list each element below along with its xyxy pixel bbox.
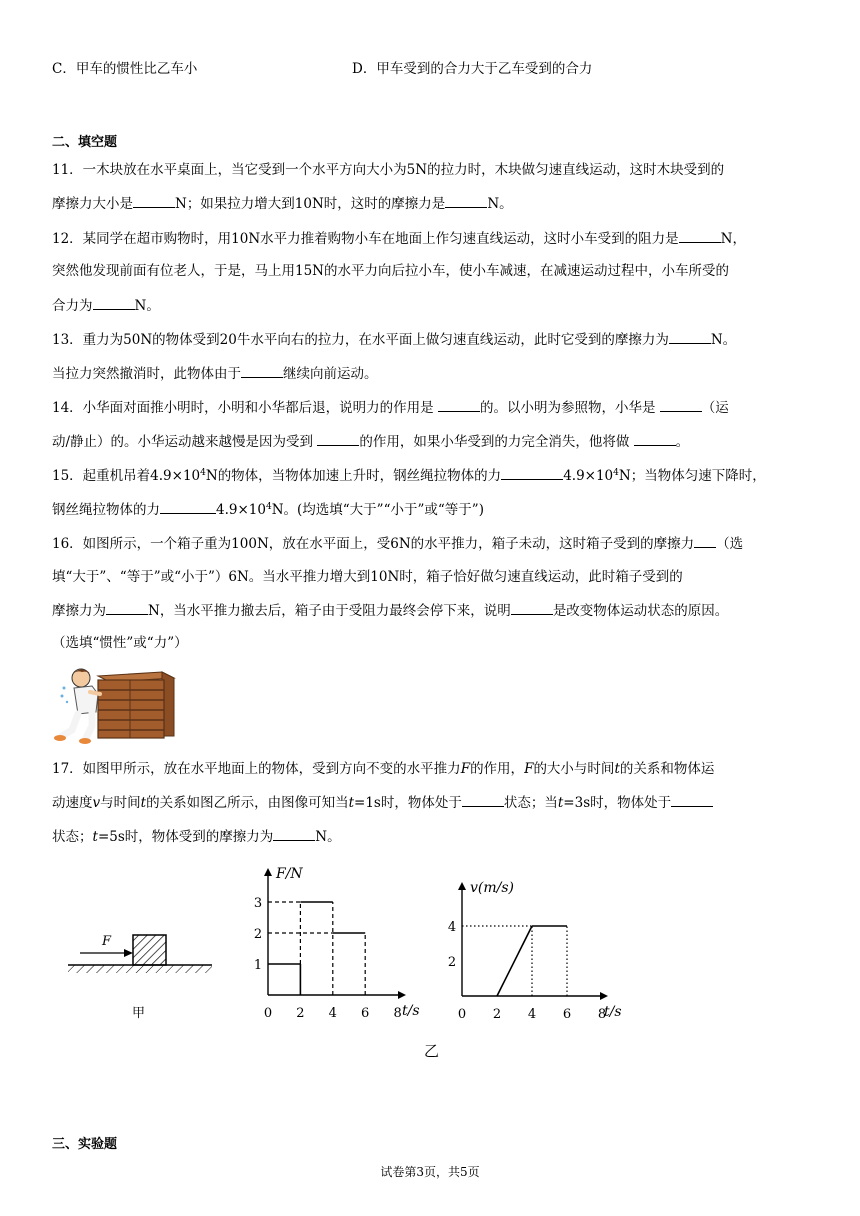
question-12-line-2: 突然他发现前面有位老人，于是，马上用15N的水平力向后拉小车，使小车减速，在减速运动过程中，小车所受的 [52, 263, 729, 279]
y-tick-label: 1 [253, 958, 263, 973]
x-tick-label: 2 [296, 1006, 305, 1021]
question-11-line-2: 摩擦力大小是 N；如果拉力增大到10N时，这时的摩擦力是 N。 [52, 193, 513, 214]
y-axis-label: v(m/s) [470, 880, 515, 896]
y-axis-arrow [458, 882, 466, 890]
x-tick-label: 0 [263, 1006, 273, 1021]
answer-blank[interactable] [241, 363, 283, 378]
y-tick-label: 2 [447, 955, 457, 970]
answer-blank[interactable] [317, 431, 359, 446]
x-axis-label: t/s [604, 1004, 622, 1020]
answer-blank[interactable] [133, 193, 175, 208]
x-tick-label: 6 [562, 1007, 572, 1022]
question-13-line-2: 当拉力突然撤消时，此物体由于 继续向前运动。 [52, 363, 378, 384]
question-16-line-4: （选填“惯性”或“力”） [52, 635, 188, 651]
x-tick-label: 0 [457, 1007, 467, 1022]
x-tick-label: 4 [527, 1007, 537, 1022]
x-axis-label: t/s [402, 1003, 420, 1019]
wooden-crate [98, 672, 174, 738]
y-tick-label: 3 [253, 896, 263, 911]
ground-hatching [68, 965, 212, 973]
question-12-line-1: 12．某同学在超市购物时，用10N水平力推着购物小车在地面上作匀速直线运动，这时小车受到的阻力是 N， [52, 228, 746, 249]
figure-caption-jia: 甲 [132, 1006, 146, 1021]
section-title-experiment: 三、实验题 [52, 1137, 118, 1152]
answer-blank[interactable] [511, 600, 553, 615]
x-axis-arrow [398, 991, 406, 999]
person-pushing-box-illustration [52, 664, 178, 746]
force-time-graph [240, 862, 430, 1022]
figure-caption-yi: 乙 [424, 1042, 440, 1060]
x-tick-label: 4 [328, 1006, 337, 1021]
answer-blank[interactable] [694, 533, 716, 548]
y-axis-arrow [264, 868, 272, 876]
answer-blank[interactable] [634, 431, 676, 446]
section-title-fill-blank: 二、填空题 [52, 135, 118, 150]
x-tick-label: 2 [492, 1007, 502, 1022]
answer-blank[interactable] [160, 499, 216, 514]
question-14-line-2: 动/静止）的。小华运动越来越慢是因为受到 的作用，如果小华受到的力完全消失，他将做 。 [52, 431, 689, 452]
question-17-line-1: 17．如图甲所示，放在水平地面上的物体，受到方向不变的水平推力F的作用，F的大小与时间t的关系和物体运 [52, 761, 715, 777]
answer-blank[interactable] [462, 792, 504, 807]
x-tick-label: 8 [597, 1007, 607, 1022]
question-16-line-2: 填“大于”、“等于”或“小于”）6N。当水平推力增大到10N时，箱子恰好做匀速直线运动，此时箱子受到的 [52, 569, 683, 585]
page-footer: 试卷第3页，共5页 [380, 1165, 480, 1179]
figure-jia-block-diagram [60, 920, 220, 1030]
force-arrow [80, 949, 133, 957]
question-17-line-2: 动速度v与时间t的关系如图乙所示，由图像可知当t=1s时，物体处于 状态；当t=3s时，物体处于 [52, 792, 713, 813]
block [133, 935, 166, 965]
y-axis-label: F/N [276, 866, 303, 882]
question-16-line-3: 摩擦力为 N，当水平推力撤去后，箱子由于受阻力最终会停下来，说明 是改变物体运动状态的原因。 [52, 600, 728, 621]
answer-blank[interactable] [445, 193, 487, 208]
answer-blank[interactable] [93, 295, 135, 310]
question-11-line-1: 11．一木块放在水平桌面上，当它受到一个水平方向大小为5N的拉力时，木块做匀速直线运动，这时木块受到的 [52, 162, 725, 178]
y-tick-label: 4 [447, 920, 457, 935]
question-13-line-1: 13．重力为50N的物体受到20牛水平向右的拉力，在水平面上做匀速直线运动，此时它受到的摩擦力为 N。 [52, 329, 736, 350]
answer-blank[interactable] [679, 228, 721, 243]
question-17-line-3: 状态；t=5s时，物体受到的摩擦力为 N。 [52, 826, 341, 847]
answer-blank[interactable] [671, 792, 713, 807]
question-15-line-1: 15．起重机吊着$4.9\times 10^4N$的物体，当物体加速上升时，钢丝绳拉物体的力 $4.9\times 10^4N$；当物体匀速下降时， [52, 465, 766, 486]
y-tick-label: 2 [253, 927, 263, 942]
answer-blank[interactable] [501, 465, 563, 480]
question-15-line-2: 钢丝绳拉物体的力 $4.9\times 10^4N$。(均选填“大于”“小于”或“等于”) [52, 499, 484, 520]
question-16-line-1: 16．如图所示，一个箱子重为100N，放在水平面上，受6N的水平推力，箱子未动，这时箱子受到的摩擦力 （选 [52, 533, 743, 554]
option-d: D．甲车受到的合力大于乙车受到的合力 [352, 61, 593, 77]
x-tick-label: 8 [393, 1006, 402, 1021]
x-tick-label: 6 [361, 1006, 370, 1021]
velocity-segment [497, 926, 532, 996]
force-label: F [102, 934, 112, 949]
answer-blank[interactable] [273, 826, 315, 841]
answer-blank[interactable] [660, 397, 702, 412]
velocity-time-graph [440, 878, 640, 1023]
x-axis-arrow [600, 992, 608, 1000]
person-figure [54, 669, 100, 744]
question-14-line-1: 14．小华面对面推小明时，小明和小华都后退，说明力的作用是 的。以小明为参照物，小华是 （运 [52, 397, 729, 418]
answer-blank[interactable] [106, 600, 148, 615]
answer-blank[interactable] [438, 397, 480, 412]
answer-blank[interactable] [669, 329, 711, 344]
question-12-line-3: 合力为 N。 [52, 295, 160, 316]
option-c: C．甲车的惯性比乙车小 [52, 61, 198, 77]
